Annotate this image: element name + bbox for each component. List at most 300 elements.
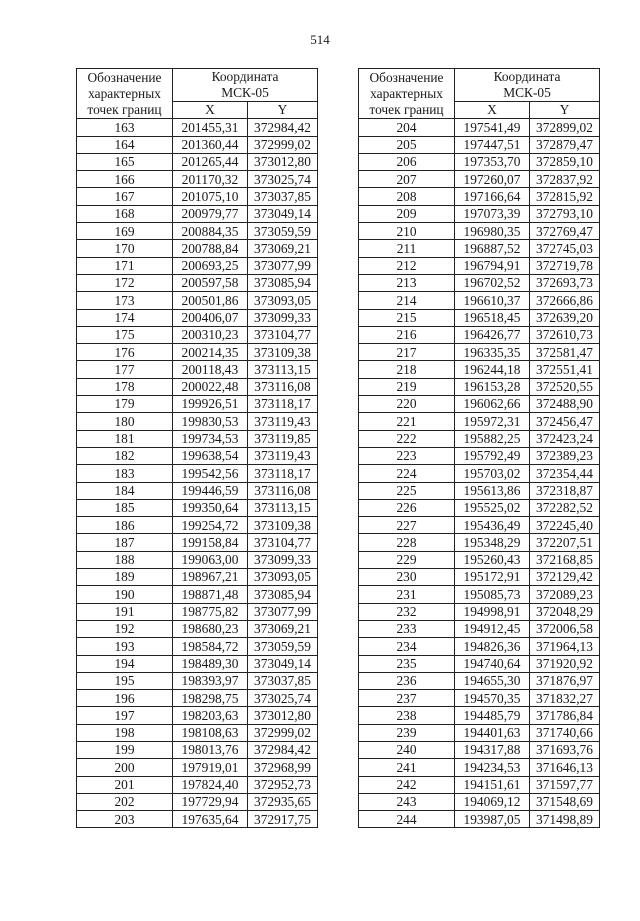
table-row <box>359 672 600 689</box>
table-row <box>359 378 600 395</box>
table-row <box>77 759 318 776</box>
table-row <box>77 741 318 758</box>
point-number-cell: 178 <box>77 378 173 395</box>
x-coordinate-cell: 194826,36 <box>455 638 530 655</box>
y-coordinate-cell: 372968,99 <box>248 759 318 776</box>
x-coordinate-cell: 195613,86 <box>455 482 530 499</box>
x-coordinate-cell: 200597,58 <box>173 274 248 291</box>
point-number-cell: 191 <box>77 603 173 620</box>
x-coordinate-cell: 194234,53 <box>455 759 530 776</box>
point-number-cell: 230 <box>359 569 455 586</box>
y-coordinate-cell: 373012,80 <box>248 153 318 170</box>
x-coordinate-cell: 200788,84 <box>173 240 248 257</box>
point-number-cell: 164 <box>77 136 173 153</box>
x-coordinate-cell: 194570,35 <box>455 690 530 707</box>
x-coordinate-cell: 197541,49 <box>455 119 530 136</box>
point-number-cell: 170 <box>77 240 173 257</box>
coordinates-table-left <box>76 68 318 828</box>
table-row <box>359 188 600 205</box>
coordinates-table-right <box>358 68 600 828</box>
x-coordinate-cell: 196518,45 <box>455 309 530 326</box>
table-row <box>77 551 318 568</box>
y-coordinate-cell: 373104,77 <box>248 326 318 343</box>
x-coordinate-cell: 196153,28 <box>455 378 530 395</box>
point-number-cell: 240 <box>359 741 455 758</box>
table-row <box>359 724 600 741</box>
y-coordinate-cell: 373109,38 <box>248 517 318 534</box>
point-number-cell: 229 <box>359 551 455 568</box>
point-number-cell: 209 <box>359 205 455 222</box>
table-row <box>77 569 318 586</box>
x-coordinate-cell: 194401,63 <box>455 724 530 741</box>
point-number-cell: 202 <box>77 793 173 810</box>
point-number-cell: 204 <box>359 119 455 136</box>
x-coordinate-cell: 195792,49 <box>455 447 530 464</box>
x-coordinate-cell: 195525,02 <box>455 499 530 516</box>
x-column-header: X <box>455 102 530 119</box>
y-coordinate-cell: 373077,99 <box>248 257 318 274</box>
y-coordinate-cell: 373099,33 <box>248 309 318 326</box>
x-coordinate-cell: 197073,39 <box>455 205 530 222</box>
y-coordinate-cell: 372899,02 <box>530 119 600 136</box>
x-coordinate-cell: 201455,31 <box>173 119 248 136</box>
y-coordinate-cell: 372006,58 <box>530 620 600 637</box>
x-coordinate-cell: 194151,61 <box>455 776 530 793</box>
y-coordinate-cell: 372793,10 <box>530 205 600 222</box>
point-number-cell: 226 <box>359 499 455 516</box>
table-row <box>77 655 318 672</box>
y-coordinate-cell: 373069,21 <box>248 620 318 637</box>
point-number-cell: 197 <box>77 707 173 724</box>
point-number-cell: 165 <box>77 153 173 170</box>
y-coordinate-cell: 372129,42 <box>530 569 600 586</box>
y-coordinate-cell: 372282,52 <box>530 499 600 516</box>
table-row <box>359 517 600 534</box>
table-row <box>359 274 600 291</box>
y-coordinate-cell: 372089,23 <box>530 586 600 603</box>
table-row <box>77 188 318 205</box>
point-number-cell: 206 <box>359 153 455 170</box>
point-number-cell: 234 <box>359 638 455 655</box>
point-number-cell: 241 <box>359 759 455 776</box>
y-coordinate-cell: 373037,85 <box>248 672 318 689</box>
table-row <box>77 378 318 395</box>
table-row <box>77 603 318 620</box>
y-coordinate-cell: 373093,05 <box>248 569 318 586</box>
x-coordinate-cell: 196244,18 <box>455 361 530 378</box>
x-coordinate-cell: 200693,25 <box>173 257 248 274</box>
point-number-cell: 200 <box>77 759 173 776</box>
y-coordinate-cell: 372952,73 <box>248 776 318 793</box>
y-coordinate-cell: 372984,42 <box>248 119 318 136</box>
x-coordinate-cell: 195348,29 <box>455 534 530 551</box>
table-row <box>77 776 318 793</box>
table-row <box>77 811 318 828</box>
point-number-cell: 216 <box>359 326 455 343</box>
table-row <box>359 309 600 326</box>
x-coordinate-cell: 201075,10 <box>173 188 248 205</box>
point-header-line: точек границ <box>87 101 162 117</box>
point-number-cell: 222 <box>359 430 455 447</box>
point-designation-header <box>359 69 455 119</box>
table-row <box>77 482 318 499</box>
y-coordinate-cell: 372168,85 <box>530 551 600 568</box>
x-coordinate-cell: 194740,64 <box>455 655 530 672</box>
point-number-cell: 239 <box>359 724 455 741</box>
y-coordinate-cell: 371920,92 <box>530 655 600 672</box>
y-coordinate-cell: 373059,59 <box>248 638 318 655</box>
table-row <box>77 534 318 551</box>
coord-header-line: МСК-05 <box>503 85 551 100</box>
table-row <box>359 153 600 170</box>
x-coordinate-cell: 194655,30 <box>455 672 530 689</box>
table-row <box>359 465 600 482</box>
table-row <box>359 171 600 188</box>
point-number-cell: 181 <box>77 430 173 447</box>
x-coordinate-cell: 197260,07 <box>455 171 530 188</box>
point-number-cell: 193 <box>77 638 173 655</box>
table-row <box>359 223 600 240</box>
point-number-cell: 212 <box>359 257 455 274</box>
y-coordinate-cell: 372719,78 <box>530 257 600 274</box>
x-coordinate-cell: 197635,64 <box>173 811 248 828</box>
y-coordinate-cell: 373012,80 <box>248 707 318 724</box>
x-coordinate-cell: 195172,91 <box>455 569 530 586</box>
y-coordinate-cell: 373059,59 <box>248 223 318 240</box>
y-coordinate-cell: 372935,65 <box>248 793 318 810</box>
y-coordinate-cell: 372354,44 <box>530 465 600 482</box>
point-number-cell: 201 <box>77 776 173 793</box>
y-coordinate-cell: 371646,13 <box>530 759 600 776</box>
table-row <box>77 119 318 136</box>
table-row <box>359 655 600 672</box>
y-coordinate-cell: 373119,43 <box>248 413 318 430</box>
table-row <box>359 707 600 724</box>
y-coordinate-cell: 372745,03 <box>530 240 600 257</box>
x-coordinate-cell: 199542,56 <box>173 465 248 482</box>
point-number-cell: 188 <box>77 551 173 568</box>
y-coordinate-cell: 373104,77 <box>248 534 318 551</box>
table-row <box>77 240 318 257</box>
x-coordinate-cell: 196426,77 <box>455 326 530 343</box>
y-coordinate-cell: 371693,76 <box>530 741 600 758</box>
point-number-cell: 182 <box>77 447 173 464</box>
point-number-cell: 199 <box>77 741 173 758</box>
y-coordinate-cell: 371548,69 <box>530 793 600 810</box>
table-row <box>359 430 600 447</box>
table-row <box>359 551 600 568</box>
point-number-cell: 220 <box>359 396 455 413</box>
table-row <box>359 793 600 810</box>
table-row <box>77 586 318 603</box>
table-row <box>77 672 318 689</box>
x-coordinate-cell: 199158,84 <box>173 534 248 551</box>
table-row <box>359 690 600 707</box>
y-coordinate-cell: 373119,43 <box>248 447 318 464</box>
x-coordinate-cell: 197353,70 <box>455 153 530 170</box>
x-coordinate-cell: 198489,30 <box>173 655 248 672</box>
table-row <box>77 136 318 153</box>
y-coordinate-cell: 371597,77 <box>530 776 600 793</box>
y-coordinate-cell: 373118,17 <box>248 396 318 413</box>
y-coordinate-cell: 372318,87 <box>530 482 600 499</box>
x-coordinate-cell: 194069,12 <box>455 793 530 810</box>
point-number-cell: 179 <box>77 396 173 413</box>
point-number-cell: 213 <box>359 274 455 291</box>
table-row <box>359 759 600 776</box>
x-coordinate-cell: 196610,37 <box>455 292 530 309</box>
coordinate-system-header <box>455 69 600 102</box>
point-number-cell: 174 <box>77 309 173 326</box>
point-number-cell: 223 <box>359 447 455 464</box>
table-row <box>77 396 318 413</box>
point-number-cell: 231 <box>359 586 455 603</box>
x-coordinate-cell: 196887,52 <box>455 240 530 257</box>
x-coordinate-cell: 198871,48 <box>173 586 248 603</box>
table-row <box>77 326 318 343</box>
table-row <box>359 499 600 516</box>
y-coordinate-cell: 372815,92 <box>530 188 600 205</box>
table-row <box>77 344 318 361</box>
y-coordinate-cell: 372389,23 <box>530 447 600 464</box>
y-coordinate-cell: 373113,15 <box>248 499 318 516</box>
y-coordinate-cell: 372693,73 <box>530 274 600 291</box>
table-row <box>359 447 600 464</box>
x-coordinate-cell: 195436,49 <box>455 517 530 534</box>
y-coordinate-cell: 372456,47 <box>530 413 600 430</box>
point-number-cell: 173 <box>77 292 173 309</box>
y-coordinate-cell: 372610,73 <box>530 326 600 343</box>
point-header-line: Обозначение <box>87 69 162 85</box>
table-row <box>359 292 600 309</box>
y-coordinate-cell: 372666,86 <box>530 292 600 309</box>
point-number-cell: 171 <box>77 257 173 274</box>
point-number-cell: 242 <box>359 776 455 793</box>
y-coordinate-cell: 373093,05 <box>248 292 318 309</box>
y-coordinate-cell: 372520,55 <box>530 378 600 395</box>
point-number-cell: 166 <box>77 171 173 188</box>
x-coordinate-cell: 198108,63 <box>173 724 248 741</box>
point-number-cell: 189 <box>77 569 173 586</box>
x-coordinate-cell: 195260,43 <box>455 551 530 568</box>
point-number-cell: 207 <box>359 171 455 188</box>
point-number-cell: 221 <box>359 413 455 430</box>
table-row <box>77 447 318 464</box>
point-number-cell: 214 <box>359 292 455 309</box>
x-coordinate-cell: 197447,51 <box>455 136 530 153</box>
point-number-cell: 215 <box>359 309 455 326</box>
table-row <box>77 793 318 810</box>
x-coordinate-cell: 193987,05 <box>455 811 530 828</box>
table-row <box>77 413 318 430</box>
y-column-header: Y <box>248 102 318 119</box>
table-row <box>359 396 600 413</box>
x-coordinate-cell: 199734,53 <box>173 430 248 447</box>
point-designation-header <box>77 69 173 119</box>
y-coordinate-cell: 372245,40 <box>530 517 600 534</box>
y-coordinate-cell: 373069,21 <box>248 240 318 257</box>
y-coordinate-cell: 373118,17 <box>248 465 318 482</box>
point-number-cell: 237 <box>359 690 455 707</box>
table-body-right <box>359 119 600 828</box>
point-number-cell: 210 <box>359 223 455 240</box>
table-row <box>77 620 318 637</box>
point-number-cell: 184 <box>77 482 173 499</box>
x-coordinate-cell: 195085,73 <box>455 586 530 603</box>
x-coordinate-cell: 201360,44 <box>173 136 248 153</box>
page-number: 514 <box>310 32 330 47</box>
point-number-cell: 225 <box>359 482 455 499</box>
y-coordinate-cell: 372207,51 <box>530 534 600 551</box>
x-coordinate-cell: 199638,54 <box>173 447 248 464</box>
point-number-cell: 167 <box>77 188 173 205</box>
x-coordinate-cell: 196980,35 <box>455 223 530 240</box>
x-coordinate-cell: 194485,79 <box>455 707 530 724</box>
table-row <box>77 724 318 741</box>
x-coordinate-cell: 198203,63 <box>173 707 248 724</box>
x-coordinate-cell: 200022,48 <box>173 378 248 395</box>
table-row <box>77 309 318 326</box>
point-number-cell: 194 <box>77 655 173 672</box>
y-coordinate-cell: 373116,08 <box>248 378 318 395</box>
table-row <box>77 171 318 188</box>
table-row <box>359 344 600 361</box>
x-coordinate-cell: 194912,45 <box>455 620 530 637</box>
point-header-line: характерных <box>88 85 161 101</box>
point-number-cell: 205 <box>359 136 455 153</box>
point-number-cell: 187 <box>77 534 173 551</box>
table-row <box>77 707 318 724</box>
x-coordinate-cell: 196335,35 <box>455 344 530 361</box>
table-row <box>359 603 600 620</box>
y-coordinate-cell: 372769,47 <box>530 223 600 240</box>
table-row <box>77 690 318 707</box>
x-coordinate-cell: 199446,59 <box>173 482 248 499</box>
x-coordinate-cell: 195972,31 <box>455 413 530 430</box>
table-row <box>77 517 318 534</box>
coord-header-line: Координата <box>493 69 561 84</box>
y-coordinate-cell: 372423,24 <box>530 430 600 447</box>
point-number-cell: 195 <box>77 672 173 689</box>
x-coordinate-cell: 200214,35 <box>173 344 248 361</box>
y-coordinate-cell: 373113,15 <box>248 361 318 378</box>
point-number-cell: 217 <box>359 344 455 361</box>
point-number-cell: 218 <box>359 361 455 378</box>
y-column-header: Y <box>530 102 600 119</box>
y-coordinate-cell: 372879,47 <box>530 136 600 153</box>
x-coordinate-cell: 200884,35 <box>173 223 248 240</box>
x-coordinate-cell: 197919,01 <box>173 759 248 776</box>
point-number-cell: 244 <box>359 811 455 828</box>
point-number-cell: 211 <box>359 240 455 257</box>
point-number-cell: 198 <box>77 724 173 741</box>
x-coordinate-cell: 198584,72 <box>173 638 248 655</box>
table-row <box>359 569 600 586</box>
point-header-line: Обозначение <box>369 69 444 85</box>
x-coordinate-cell: 198298,75 <box>173 690 248 707</box>
x-coordinate-cell: 200979,77 <box>173 205 248 222</box>
x-coordinate-cell: 198393,97 <box>173 672 248 689</box>
table-row <box>77 465 318 482</box>
table-row <box>77 153 318 170</box>
x-coordinate-cell: 201265,44 <box>173 153 248 170</box>
x-coordinate-cell: 197729,94 <box>173 793 248 810</box>
y-coordinate-cell: 371498,89 <box>530 811 600 828</box>
y-coordinate-cell: 373116,08 <box>248 482 318 499</box>
table-row <box>77 292 318 309</box>
point-number-cell: 203 <box>77 811 173 828</box>
table-row <box>77 499 318 516</box>
x-coordinate-cell: 198013,76 <box>173 741 248 758</box>
y-coordinate-cell: 371786,84 <box>530 707 600 724</box>
table-row <box>359 482 600 499</box>
x-coordinate-cell: 197824,40 <box>173 776 248 793</box>
table-row <box>359 136 600 153</box>
table-row <box>77 361 318 378</box>
x-coordinate-cell: 199254,72 <box>173 517 248 534</box>
point-number-cell: 176 <box>77 344 173 361</box>
x-coordinate-cell: 198967,21 <box>173 569 248 586</box>
y-coordinate-cell: 373037,85 <box>248 188 318 205</box>
y-coordinate-cell: 372639,20 <box>530 309 600 326</box>
x-coordinate-cell: 199926,51 <box>173 396 248 413</box>
table-row <box>359 811 600 828</box>
table-row <box>359 620 600 637</box>
table-row <box>77 257 318 274</box>
x-coordinate-cell: 200501,86 <box>173 292 248 309</box>
x-coordinate-cell: 196794,91 <box>455 257 530 274</box>
y-coordinate-cell: 372999,02 <box>248 724 318 741</box>
point-number-cell: 219 <box>359 378 455 395</box>
y-coordinate-cell: 372984,42 <box>248 741 318 758</box>
table-row <box>359 361 600 378</box>
y-coordinate-cell: 371832,27 <box>530 690 600 707</box>
point-number-cell: 224 <box>359 465 455 482</box>
y-coordinate-cell: 373085,94 <box>248 586 318 603</box>
y-coordinate-cell: 371876,97 <box>530 672 600 689</box>
point-number-cell: 185 <box>77 499 173 516</box>
y-coordinate-cell: 372581,47 <box>530 344 600 361</box>
table-row <box>359 776 600 793</box>
x-coordinate-cell: 200118,43 <box>173 361 248 378</box>
table-row <box>359 326 600 343</box>
x-coordinate-cell: 198775,82 <box>173 603 248 620</box>
y-coordinate-cell: 371964,13 <box>530 638 600 655</box>
point-number-cell: 183 <box>77 465 173 482</box>
point-number-cell: 228 <box>359 534 455 551</box>
point-number-cell: 169 <box>77 223 173 240</box>
x-coordinate-cell: 195703,02 <box>455 465 530 482</box>
x-coordinate-cell: 200310,23 <box>173 326 248 343</box>
table-row <box>359 257 600 274</box>
table-body-left <box>77 119 318 828</box>
y-coordinate-cell: 373085,94 <box>248 274 318 291</box>
coord-header-line: МСК-05 <box>221 85 269 100</box>
point-number-cell: 190 <box>77 586 173 603</box>
point-number-cell: 235 <box>359 655 455 672</box>
point-number-cell: 233 <box>359 620 455 637</box>
y-coordinate-cell: 373109,38 <box>248 344 318 361</box>
x-coordinate-cell: 194998,91 <box>455 603 530 620</box>
x-column-header: X <box>173 102 248 119</box>
table-row <box>359 586 600 603</box>
coord-header-line: Координата <box>211 69 279 84</box>
table-row <box>359 413 600 430</box>
point-number-cell: 168 <box>77 205 173 222</box>
table-row <box>77 638 318 655</box>
table-row <box>359 741 600 758</box>
point-number-cell: 177 <box>77 361 173 378</box>
